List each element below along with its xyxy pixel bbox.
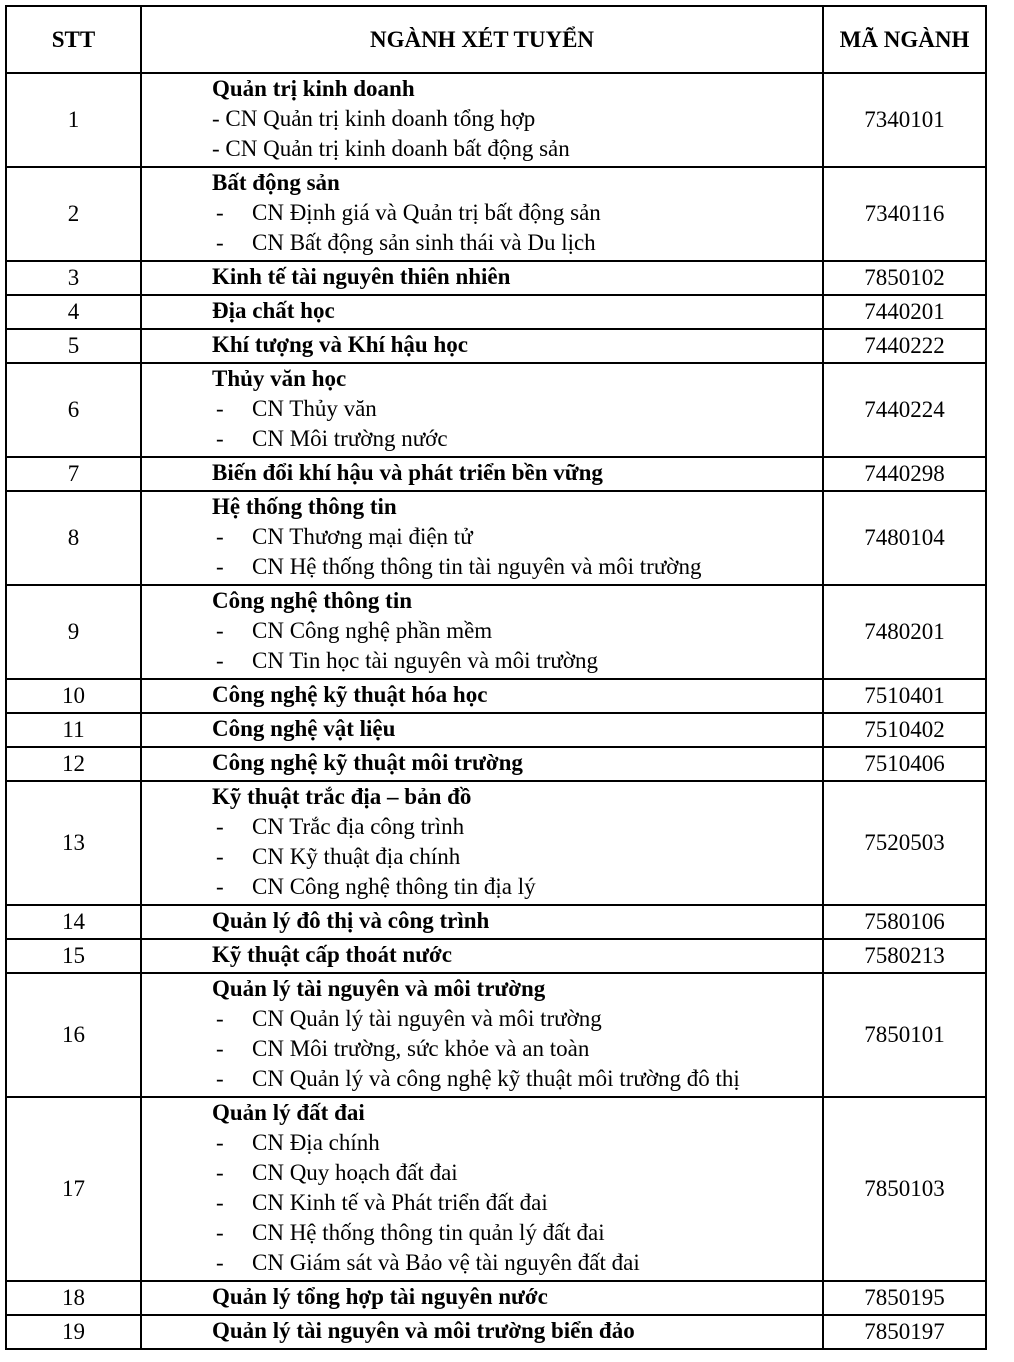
row-major — [141, 679, 823, 713]
table-row — [6, 781, 986, 905]
dash-bullet: - — [216, 426, 224, 451]
specialization-text: CN Thủy văn — [252, 396, 377, 421]
specialization-text: CN Tin học tài nguyên và môi trường — [252, 648, 598, 673]
row-major — [141, 1281, 823, 1315]
dash-bullet: - — [216, 524, 224, 549]
header-row — [6, 6, 986, 73]
specialization-text: CN Địa chính — [252, 1130, 380, 1155]
row-stt: 16 — [6, 973, 141, 1097]
row-major — [141, 781, 823, 905]
specialization-item — [212, 842, 822, 872]
specialization-item — [212, 1248, 822, 1278]
specialization-text: CN Kinh tế và Phát triển đất đai — [252, 1190, 548, 1215]
specialization-text: CN Kỹ thuật địa chính — [252, 844, 461, 869]
specialization-text: CN Hệ thống thông tin quản lý đất đai — [252, 1220, 605, 1245]
row-code: 7340116 — [823, 167, 986, 261]
specialization-text: CN Hệ thống thông tin tài nguyên và môi trường — [252, 554, 702, 579]
dash-bullet: - — [216, 844, 224, 869]
row-stt: 3 — [6, 261, 141, 295]
row-stt: 4 — [6, 295, 141, 329]
dash-bullet: - — [216, 1130, 224, 1155]
row-code: 7340101 — [823, 73, 986, 167]
specialization-item — [212, 812, 822, 842]
specialization-item — [212, 1218, 822, 1248]
specialization-text: CN Bất động sản sinh thái và Du lịch — [252, 230, 596, 255]
dash-bullet: - — [216, 618, 224, 643]
table-row — [6, 167, 986, 261]
row-code: 7480104 — [823, 491, 986, 585]
table-row — [6, 585, 986, 679]
table-row — [6, 905, 986, 939]
row-code: 7440224 — [823, 363, 986, 457]
specialization-text: CN Trắc địa công trình — [252, 814, 465, 839]
row-stt: 8 — [6, 491, 141, 585]
row-stt: 17 — [6, 1097, 141, 1281]
specialization-text: CN Quản lý và công nghệ kỹ thuật môi trường đô thị — [252, 1066, 740, 1091]
major-name: Biến đổi khí hậu và phát triển bền vững — [212, 460, 603, 485]
specialization-item — [212, 872, 822, 902]
specialization-text: CN Thương mại điện tử — [252, 524, 473, 549]
table-row — [6, 363, 986, 457]
table-row — [6, 1281, 986, 1315]
specialization-item: - CN Quản trị kinh doanh tổng hợp — [212, 106, 536, 131]
major-name: Khí tượng và Khí hậu học — [212, 332, 468, 357]
specialization-text: CN Giám sát và Bảo vệ tài nguyên đất đai — [252, 1250, 640, 1275]
specialization-item — [212, 1004, 822, 1034]
major-name: Quản lý tài nguyên và môi trường biển đảo — [212, 1318, 635, 1343]
major-name: Bất động sản — [212, 170, 340, 195]
specialization-item — [212, 616, 822, 646]
specialization-item — [212, 1034, 822, 1064]
specialization-item — [212, 1158, 822, 1188]
row-major — [141, 457, 823, 491]
table-row — [6, 261, 986, 295]
specialization-text: CN Quản lý tài nguyên và môi trường — [252, 1006, 602, 1031]
table-row — [6, 973, 986, 1097]
row-major — [141, 939, 823, 973]
row-major — [141, 295, 823, 329]
row-major — [141, 1315, 823, 1349]
specialization-text: CN Định giá và Quản trị bất động sản — [252, 200, 601, 225]
dash-bullet: - — [216, 814, 224, 839]
major-name: Kỹ thuật trắc địa – bản đồ — [212, 784, 472, 809]
major-name: Quản lý tổng hợp tài nguyên nước — [212, 1284, 548, 1309]
row-major — [141, 329, 823, 363]
table-row — [6, 457, 986, 491]
specialization-item — [212, 522, 822, 552]
dash-bullet: - — [216, 1220, 224, 1245]
row-major — [141, 491, 823, 585]
row-major — [141, 167, 823, 261]
specialization-item — [212, 1064, 822, 1094]
dash-bullet: - — [216, 396, 224, 421]
dash-bullet: - — [216, 1250, 224, 1275]
major-name: Quản trị kinh doanh — [212, 76, 415, 101]
specialization-item — [212, 228, 822, 258]
row-code: 7510401 — [823, 679, 986, 713]
specialization-item — [212, 646, 822, 676]
specialization-text: CN Quy hoạch đất đai — [252, 1160, 458, 1185]
table-row — [6, 295, 986, 329]
specialization-item — [212, 394, 822, 424]
table-row — [6, 939, 986, 973]
table-row — [6, 713, 986, 747]
dash-bullet: - — [216, 554, 224, 579]
row-code: 7850195 — [823, 1281, 986, 1315]
row-stt: 9 — [6, 585, 141, 679]
row-code: 7520503 — [823, 781, 986, 905]
table-row — [6, 1315, 986, 1349]
row-code: 7850197 — [823, 1315, 986, 1349]
specialization-item — [212, 1128, 822, 1158]
row-major — [141, 585, 823, 679]
row-code: 7510402 — [823, 713, 986, 747]
major-name: Thủy văn học — [212, 366, 347, 391]
major-name: Quản lý đất đai — [212, 1100, 365, 1125]
table-row — [6, 679, 986, 713]
specialization-text: CN Môi trường, sức khỏe và an toàn — [252, 1036, 590, 1061]
row-major — [141, 747, 823, 781]
dash-bullet: - — [216, 874, 224, 899]
table-row — [6, 491, 986, 585]
row-code: 7440201 — [823, 295, 986, 329]
row-stt: 14 — [6, 905, 141, 939]
major-name: Quản lý tài nguyên và môi trường — [212, 976, 546, 1001]
specialization-text: CN Công nghệ phần mềm — [252, 618, 493, 643]
row-code: 7850102 — [823, 261, 986, 295]
row-stt: 19 — [6, 1315, 141, 1349]
row-stt: 11 — [6, 713, 141, 747]
row-stt: 2 — [6, 167, 141, 261]
row-stt: 13 — [6, 781, 141, 905]
row-major — [141, 261, 823, 295]
dash-bullet: - — [216, 1036, 224, 1061]
major-name: Quản lý đô thị và công trình — [212, 908, 490, 933]
header-code: MÃ NGÀNH — [823, 6, 986, 73]
specialization-text: CN Môi trường nước — [252, 426, 448, 451]
major-name: Hệ thống thông tin — [212, 494, 397, 519]
row-stt: 7 — [6, 457, 141, 491]
row-stt: 1 — [6, 73, 141, 167]
row-major — [141, 973, 823, 1097]
major-name: Kỹ thuật cấp thoát nước — [212, 942, 452, 967]
dash-bullet: - — [216, 1006, 224, 1031]
specialization-text: CN Công nghệ thông tin địa lý — [252, 874, 536, 899]
row-code: 7480201 — [823, 585, 986, 679]
row-code: 7850103 — [823, 1097, 986, 1281]
dash-bullet: - — [216, 200, 224, 225]
major-name: Công nghệ vật liệu — [212, 716, 396, 741]
row-major — [141, 905, 823, 939]
row-major — [141, 1097, 823, 1281]
row-major — [141, 713, 823, 747]
row-code: 7850101 — [823, 973, 986, 1097]
row-code: 7580213 — [823, 939, 986, 973]
row-code: 7580106 — [823, 905, 986, 939]
table-row — [6, 73, 986, 167]
majors-table — [5, 5, 987, 1350]
dash-bullet: - — [216, 1066, 224, 1091]
row-code: 7510406 — [823, 747, 986, 781]
table-row — [6, 1097, 986, 1281]
row-code: 7440222 — [823, 329, 986, 363]
major-name: Công nghệ kỹ thuật môi trường — [212, 750, 523, 775]
row-major — [141, 73, 823, 167]
row-stt: 6 — [6, 363, 141, 457]
major-name: Địa chất học — [212, 298, 335, 323]
row-stt: 15 — [6, 939, 141, 973]
header-major: NGÀNH XÉT TUYỂN — [141, 6, 823, 73]
specialization-item — [212, 552, 822, 582]
specialization-item — [212, 1188, 822, 1218]
row-major — [141, 363, 823, 457]
row-stt: 10 — [6, 679, 141, 713]
specialization-item — [212, 198, 822, 228]
row-stt: 12 — [6, 747, 141, 781]
row-code: 7440298 — [823, 457, 986, 491]
major-name: Công nghệ kỹ thuật hóa học — [212, 682, 488, 707]
dash-bullet: - — [216, 1190, 224, 1215]
specialization-item — [212, 424, 822, 454]
specialization-item: - CN Quản trị kinh doanh bất động sản — [212, 136, 570, 161]
major-name: Công nghệ thông tin — [212, 588, 413, 613]
dash-bullet: - — [216, 1160, 224, 1185]
row-stt: 5 — [6, 329, 141, 363]
major-name: Kinh tế tài nguyên thiên nhiên — [212, 264, 511, 289]
table-row — [6, 329, 986, 363]
dash-bullet: - — [216, 230, 224, 255]
row-stt: 18 — [6, 1281, 141, 1315]
header-stt: STT — [6, 6, 141, 73]
dash-bullet: - — [216, 648, 224, 673]
table-body — [6, 73, 986, 1349]
table-row — [6, 747, 986, 781]
